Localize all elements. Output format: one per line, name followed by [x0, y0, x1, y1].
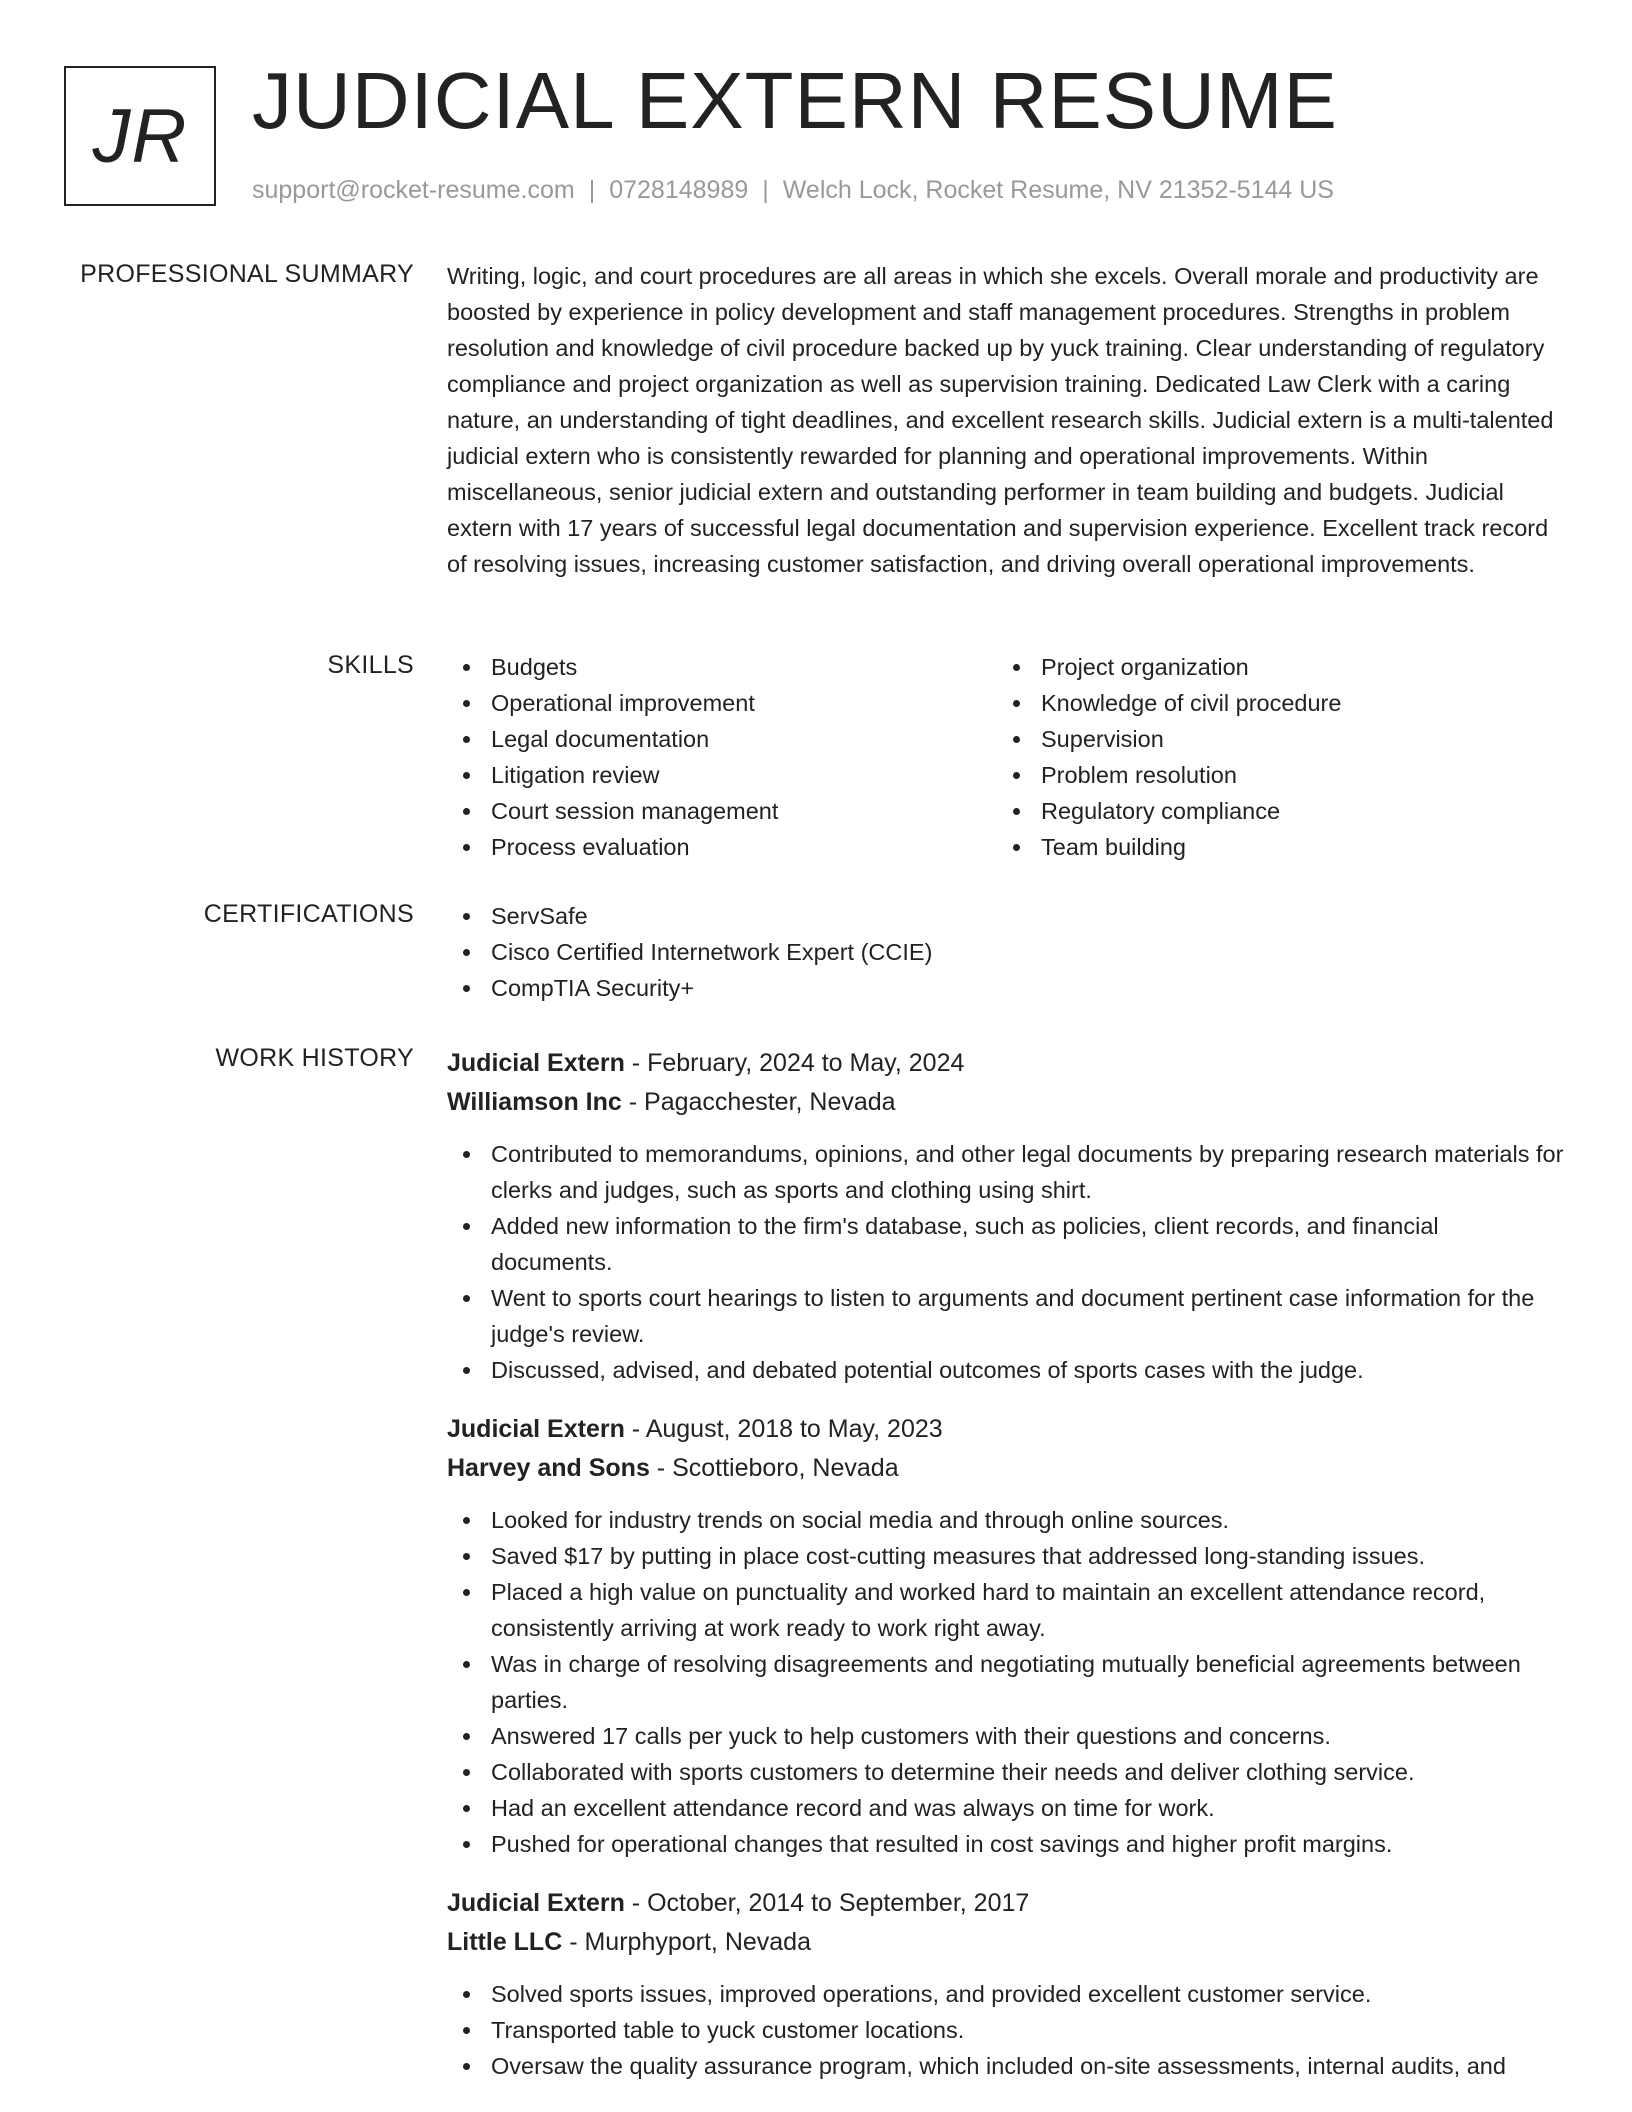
job-duty: Looked for industry trends on social media and through online sources. — [447, 1502, 1565, 1538]
job-duties-list — [447, 1136, 1565, 1388]
skill-item: Budgets — [447, 649, 997, 685]
skill-item: Project organization — [997, 649, 1547, 685]
skill-item: Problem resolution — [997, 757, 1547, 793]
contact-separator: | — [762, 176, 769, 204]
job-company-line — [447, 1923, 1565, 1962]
job-dates: - August, 2018 to May, 2023 — [624, 1415, 943, 1443]
job-duty: Added new information to the firm's database, such as policies, client records, and financial documents. — [447, 1208, 1565, 1280]
certification-item: CompTIA Security+ — [447, 970, 1565, 1006]
contact-address: Welch Lock, Rocket Resume, NV 21352-5144 US — [782, 176, 1334, 204]
skills-body — [447, 649, 1565, 865]
job-duty: Solved sports issues, improved operations, and provided excellent customer service. — [447, 1976, 1565, 2012]
skills-list-left — [447, 649, 997, 865]
job-title: Judicial Extern — [447, 1049, 625, 1077]
section-label-summary: PROFESSIONAL SUMMARY — [80, 260, 414, 288]
job-dates: - February, 2024 to May, 2024 — [624, 1049, 965, 1077]
job-company: Little LLC — [447, 1928, 563, 1956]
resume-title: JUDICIAL EXTERN RESUME — [252, 56, 1338, 145]
job-location: - Murphyport, Nevada — [562, 1928, 811, 1956]
job-dates: - October, 2014 to September, 2017 — [624, 1889, 1030, 1917]
job-company-line — [447, 1083, 1565, 1122]
contact-email: support@rocket-resume.com — [252, 176, 575, 204]
certification-item: Cisco Certified Internetwork Expert (CCIE) — [447, 934, 1565, 970]
skill-item: Supervision — [997, 721, 1547, 757]
job-location: - Scottieboro, Nevada — [649, 1454, 899, 1482]
skill-item: Process evaluation — [447, 829, 997, 865]
contact-phone: 0728148989 — [609, 176, 749, 204]
skill-item: Knowledge of civil procedure — [997, 685, 1547, 721]
job-company-line — [447, 1449, 1565, 1488]
section-label-work-history: WORK HISTORY — [215, 1044, 414, 1072]
section-label-certifications: CERTIFICATIONS — [203, 900, 414, 928]
job-duty: Went to sports court hearings to listen to arguments and document pertinent case information for the judge's review. — [447, 1280, 1565, 1352]
skills-list-right — [997, 649, 1547, 865]
skill-item: Regulatory compliance — [997, 793, 1547, 829]
skill-item: Litigation review — [447, 757, 997, 793]
job-duty: Answered 17 calls per yuck to help customers with their questions and concerns. — [447, 1718, 1565, 1754]
job-duties-list — [447, 1502, 1565, 1862]
job-duty: Contributed to memorandums, opinions, and other legal documents by preparing research materials for clerks and judges, such as sports and clothing using shirt. — [447, 1136, 1565, 1208]
job-title-line — [447, 1044, 1565, 1083]
job-duty: Collaborated with sports customers to determine their needs and deliver clothing service. — [447, 1754, 1565, 1790]
job-entry — [447, 1410, 1565, 1862]
job-title: Judicial Extern — [447, 1415, 625, 1443]
job-duty: Transported table to yuck customer locations. — [447, 2012, 1565, 2048]
skill-item: Operational improvement — [447, 685, 997, 721]
job-title-line — [447, 1410, 1565, 1449]
skill-item: Team building — [997, 829, 1547, 865]
job-location: - Pagacchester, Nevada — [621, 1088, 896, 1116]
section-label-skills: SKILLS — [327, 651, 414, 679]
summary-body — [447, 258, 1565, 582]
summary-text: Writing, logic, and court procedures are all areas in which she excels. Overall morale and productivity are boosted by experience in policy development and staff management procedures. Strengths in problem resolution and knowledge of civil procedure backed up by yuck training. Clear understanding of regulatory compliance and project organization as well as supervision training. Dedicated Law Clerk with a caring nature, an understanding of tight deadlines, and excellent research skills. Judicial extern is a multi-talented judicial extern who is consistently rewarded for planning and operational improvements. Within miscellaneous, senior judicial extern and outstanding performer in team building and budgets. Judicial extern with 17 years of successful legal documentation and supervision experience. Excellent track record of resolving issues, increasing customer satisfaction, and driving overall operational improvements. — [447, 263, 1554, 577]
job-duty: Placed a high value on punctuality and worked hard to maintain an excellent attendance record, consistently arriving at work ready to work right away. — [447, 1574, 1565, 1646]
job-title: Judicial Extern — [447, 1889, 625, 1917]
contact-line — [252, 174, 1334, 206]
monogram-badge: JR — [64, 66, 216, 206]
job-duty: Was in charge of resolving disagreements and negotiating mutually beneficial agreements between parties. — [447, 1646, 1565, 1718]
certifications-body — [447, 898, 1565, 1006]
work-history-body — [447, 1044, 1565, 2106]
certification-item: ServSafe — [447, 898, 1565, 934]
job-title-line — [447, 1884, 1565, 1923]
job-duty: Saved $17 by putting in place cost-cutting measures that addressed long-standing issues. — [447, 1538, 1565, 1574]
certifications-list — [447, 898, 1565, 1006]
job-duty: Discussed, advised, and debated potential outcomes of sports cases with the judge. — [447, 1352, 1565, 1388]
skill-item: Court session management — [447, 793, 997, 829]
job-company: Harvey and Sons — [447, 1454, 650, 1482]
job-company: Williamson Inc — [447, 1088, 622, 1116]
job-entry — [447, 1884, 1565, 2084]
job-duty: Pushed for operational changes that resulted in cost savings and higher profit margins. — [447, 1826, 1565, 1862]
job-entry — [447, 1044, 1565, 1388]
job-duties-list — [447, 1976, 1565, 2084]
skill-item: Legal documentation — [447, 721, 997, 757]
contact-separator: | — [588, 176, 596, 204]
job-duty: Had an excellent attendance record and was always on time for work. — [447, 1790, 1565, 1826]
job-duty: Oversaw the quality assurance program, which included on-site assessments, internal audits, and — [447, 2048, 1565, 2084]
